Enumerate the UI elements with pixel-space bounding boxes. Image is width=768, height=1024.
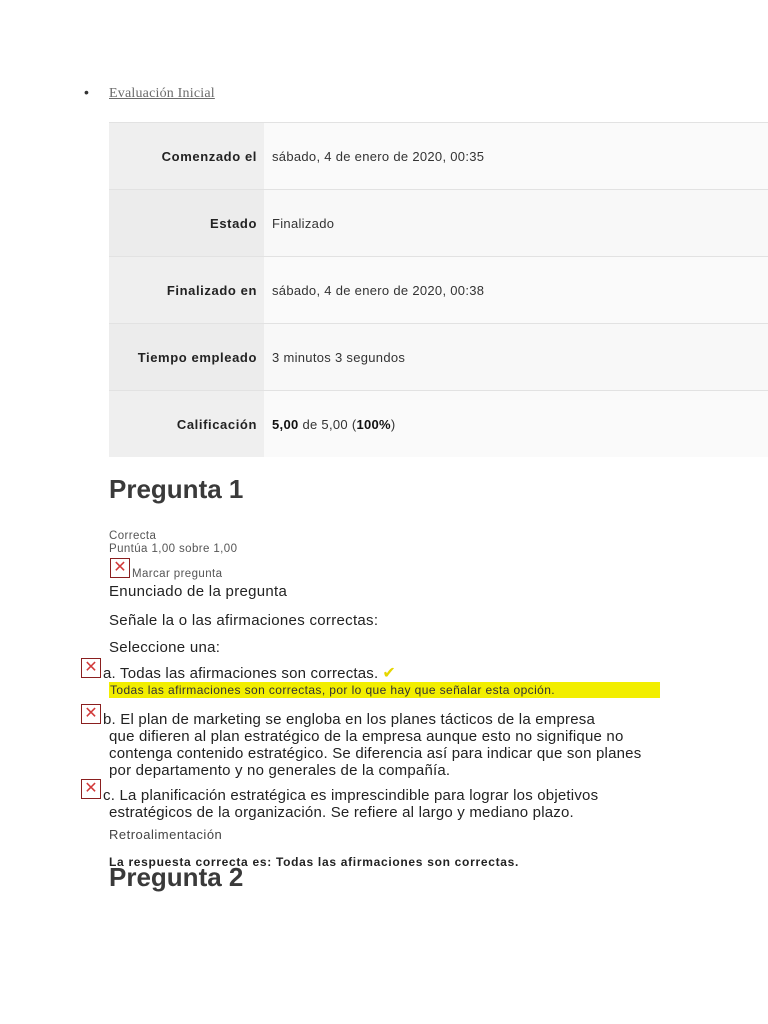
option-text-first-line: La planificación estratégica es imprescindible para lograr los objetivos: [119, 787, 599, 804]
summary-label: Tiempo empleado: [109, 324, 264, 390]
option-c-cross-icon: ✕: [81, 779, 101, 799]
summary-value: Finalizado: [272, 215, 335, 231]
summary-label: Finalizado en: [109, 257, 264, 323]
flag-question-icon[interactable]: ✕: [110, 558, 130, 578]
summary-row-state: [109, 189, 768, 256]
option-a-cross-icon: ✕: [81, 658, 101, 678]
option-c[interactable]: [103, 787, 663, 821]
option-text-continued: que difieren al plan estratégico de la empresa aunque esto no signifique no contenga contenido estratégico. Se diferencia así para indicar que son planes por departamento y no generales de la compañía.: [109, 728, 642, 779]
option-b[interactable]: [103, 711, 663, 779]
summary-row-finished: [109, 256, 768, 323]
option-b-cross-icon: ✕: [81, 704, 101, 724]
statement-heading: Enunciado de la pregunta: [109, 583, 288, 600]
question-points: Puntúa 1,00 sobre 1,00: [109, 543, 238, 555]
option-text-continued: estratégicos de la organización. Se refiere al largo y mediano plazo.: [109, 804, 574, 821]
option-feedback: Todas las afirmaciones son correctas, por lo que hay que señalar esta opción.: [109, 682, 660, 698]
attempt-summary-table: [109, 122, 768, 457]
question-status: Correcta: [109, 530, 157, 542]
flag-question-label[interactable]: Marcar pregunta: [132, 568, 223, 580]
option-a[interactable]: [103, 665, 396, 682]
grade-of: de 5,00 (: [302, 416, 357, 432]
list-bullet: •: [84, 84, 89, 100]
grade-score: 5,00: [272, 416, 299, 432]
grade-percent: 100%: [356, 416, 391, 432]
option-text-first-line: El plan de marketing se engloba en los planes tácticos de la empresa: [120, 711, 596, 728]
feedback-heading: Retroalimentación: [109, 827, 223, 842]
question-prompt: Señale la o las afirmaciones correctas:: [109, 612, 379, 629]
question-1-title: Pregunta 1: [109, 474, 244, 504]
correct-answer: La respuesta correcta es: Todas las afirmaciones son correctas.: [109, 855, 520, 869]
option-letter: c.: [103, 787, 116, 804]
grade-close: ): [390, 416, 396, 432]
summary-row-time: [109, 323, 768, 390]
select-one-label: Seleccione una:: [109, 639, 221, 656]
summary-row-grade: [109, 390, 768, 457]
option-letter: a.: [103, 665, 116, 682]
summary-label: Comenzado el: [109, 123, 264, 189]
summary-value: 3 minutos 3 segundos: [272, 349, 406, 365]
summary-value: sábado, 4 de enero de 2020, 00:38: [272, 282, 485, 298]
summary-label: Calificación: [109, 391, 264, 457]
summary-value: sábado, 4 de enero de 2020, 00:35: [272, 148, 485, 164]
breadcrumb-link[interactable]: Evaluación Inicial: [109, 86, 215, 101]
grade-value: [264, 417, 396, 432]
summary-row-started: [109, 122, 768, 189]
option-letter: b.: [103, 711, 116, 728]
question-2-title: Pregunta 2: [109, 862, 244, 892]
option-text: Todas las afirmaciones son correctas.: [120, 665, 379, 682]
summary-label: Estado: [109, 190, 264, 256]
check-icon: ✔: [382, 665, 396, 682]
